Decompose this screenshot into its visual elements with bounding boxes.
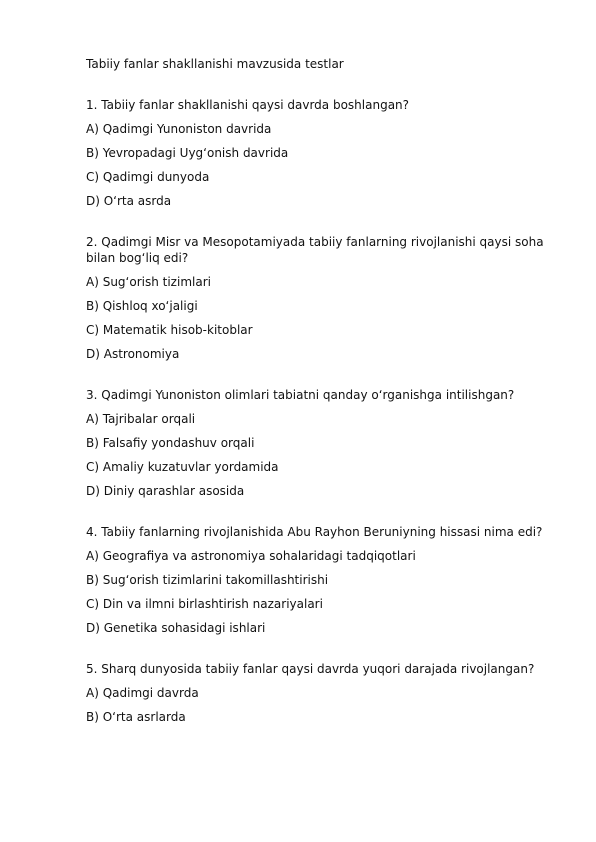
document-title: Tabiiy fanlar shakllanishi mavzusida testlar <box>86 57 344 71</box>
answer-option-d: D) Diniy qarashlar asosida <box>86 484 245 498</box>
answer-option-a: A) Tajribalar orqali <box>86 412 196 426</box>
answer-option-c: C) Din va ilmni birlashtirish nazariyalari <box>86 597 323 611</box>
answer-option-b: B) Yevropadagi Uyg‘onish davrida <box>86 146 289 160</box>
question-3 <box>86 387 556 499</box>
question-text: 2. Qadimgi Misr va Mesopotamiyada tabiiy fanlarning rivojlanishi qaysi soha bilan bog‘liq edi? <box>86 235 544 265</box>
question-text: 3. Qadimgi Yunoniston olimlari tabiatni qanday o‘rganishga intilishgan? <box>86 388 515 402</box>
answer-option-c: C) Matematik hisob-kitoblar <box>86 323 253 337</box>
answer-option-a: A) Qadimgi Yunoniston davrida <box>86 122 272 136</box>
answer-option-b: B) Falsafiy yondashuv orqali <box>86 436 255 450</box>
question-2 <box>86 234 556 362</box>
question-text: 1. Tabiiy fanlar shakllanishi qaysi davrda boshlangan? <box>86 98 410 112</box>
answer-option-d: D) O‘rta asrda <box>86 194 172 208</box>
answer-option-d: D) Genetika sohasidagi ishlari <box>86 621 266 635</box>
answer-option-b: B) O‘rta asrlarda <box>86 710 186 724</box>
question-4 <box>86 524 556 636</box>
answer-option-a: A) Qadimgi davrda <box>86 686 199 700</box>
question-5 <box>86 661 556 725</box>
question-text: 5. Sharq dunyosida tabiiy fanlar qaysi davrda yuqori darajada rivojlangan? <box>86 662 535 676</box>
answer-option-b: B) Sug‘orish tizimlarini takomillashtirishi <box>86 573 329 587</box>
question-text: 4. Tabiiy fanlarning rivojlanishida Abu Rayhon Beruniyning hissasi nima edi? <box>86 525 543 539</box>
question-1 <box>86 97 556 209</box>
document-page <box>86 56 556 750</box>
answer-option-a: A) Sug‘orish tizimlari <box>86 275 211 289</box>
answer-option-d: D) Astronomiya <box>86 347 180 361</box>
answer-option-c: C) Amaliy kuzatuvlar yordamida <box>86 460 279 474</box>
answer-option-a: A) Geografiya va astronomiya sohalaridagi tadqiqotlari <box>86 549 416 563</box>
answer-option-b: B) Qishloq xo‘jaligi <box>86 299 198 313</box>
answer-option-c: C) Qadimgi dunyoda <box>86 170 210 184</box>
